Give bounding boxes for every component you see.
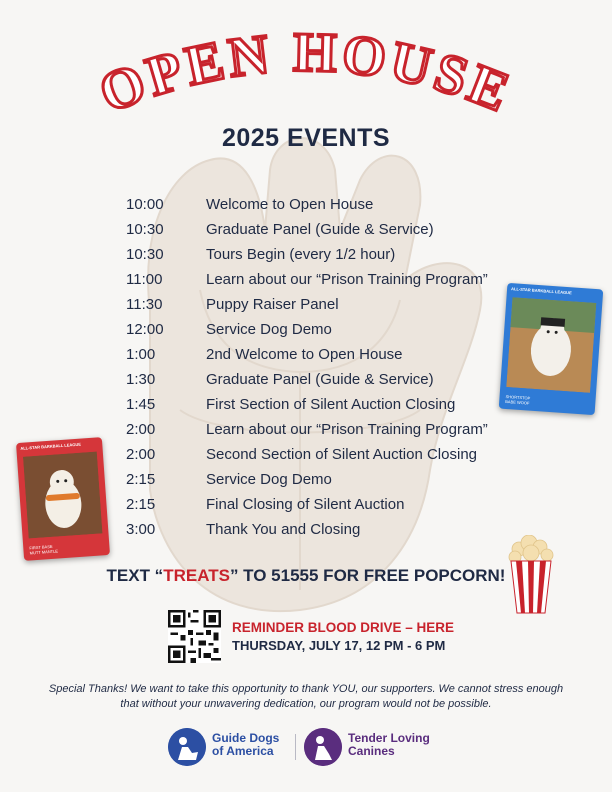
guide-dogs-logo-text bbox=[212, 732, 279, 758]
event-title: Graduate Panel (Guide & Service) bbox=[206, 221, 434, 238]
schedule-row bbox=[126, 242, 546, 267]
dog-photo bbox=[506, 297, 596, 393]
guide-dogs-logo-icon bbox=[168, 728, 206, 766]
schedule-row bbox=[126, 217, 546, 242]
popcorn-promo bbox=[0, 566, 612, 586]
event-title: Learn about our “Prison Training Program” bbox=[206, 271, 488, 288]
event-time: 2:15 bbox=[126, 471, 156, 488]
event-time: 12:00 bbox=[126, 321, 164, 338]
logo-divider bbox=[295, 734, 296, 760]
schedule-row bbox=[126, 492, 546, 517]
reminder-date: THURSDAY, JULY 17, 12 PM - 6 PM bbox=[232, 638, 446, 653]
event-time: 3:00 bbox=[126, 521, 156, 538]
schedule-row bbox=[126, 267, 546, 292]
schedule-row bbox=[126, 417, 546, 442]
card-player-name: BABE WOOF bbox=[505, 398, 530, 406]
qr-code[interactable] bbox=[168, 610, 221, 663]
promo-suffix: ” TO 51555 FOR FREE POPCORN! bbox=[229, 566, 506, 585]
schedule-row bbox=[126, 442, 546, 467]
tender-loving-canines-logo-text bbox=[348, 732, 430, 758]
thanks-message: Special Thanks! We want to take this opportunity to thank YOU, our supporters. We cannot stress enough that without your unwavering dedication, our program would not be possible. bbox=[48, 683, 564, 710]
event-time: 2:00 bbox=[126, 446, 156, 463]
event-title: Second Section of Silent Auction Closing bbox=[206, 446, 478, 463]
event-time: 10:30 bbox=[126, 221, 164, 238]
tlc-line-1: Tender Loving bbox=[348, 731, 430, 745]
event-time: 10:30 bbox=[126, 246, 164, 263]
trading-card-babe-woof bbox=[499, 283, 604, 415]
schedule-row bbox=[126, 467, 546, 492]
tender-loving-canines-logo-icon bbox=[304, 728, 342, 766]
card-position: FIRST BASE bbox=[29, 543, 53, 551]
event-title: Graduate Panel (Guide & Service) bbox=[206, 371, 434, 388]
card-player-name: MUTT MANTLE bbox=[29, 548, 59, 556]
event-title: Service Dog Demo bbox=[206, 321, 332, 338]
event-time: 11:00 bbox=[126, 271, 163, 288]
svg-text:OPEN HOUSE bbox=[91, 22, 520, 126]
title-text: OPEN HOUSE bbox=[91, 21, 521, 126]
schedule-row bbox=[126, 367, 546, 392]
promo-keyword: TREATS bbox=[163, 566, 230, 585]
schedule-row bbox=[126, 192, 546, 217]
event-time: 1:30 bbox=[126, 371, 156, 388]
event-title: 2nd Welcome to Open House bbox=[206, 346, 403, 363]
promo-prefix: TEXT “ bbox=[106, 566, 164, 585]
events-heading: 2025 EVENTS bbox=[221, 124, 391, 152]
event-time: 1:00 bbox=[126, 346, 156, 363]
open-house-title bbox=[0, 20, 612, 140]
event-title: Puppy Raiser Panel bbox=[206, 296, 339, 313]
event-title: Service Dog Demo bbox=[206, 471, 332, 488]
event-title: Thank You and Closing bbox=[206, 521, 361, 538]
schedule-row bbox=[126, 317, 546, 342]
event-time: 2:15 bbox=[126, 496, 156, 513]
sponsor-logos bbox=[168, 728, 458, 770]
blood-drive-reminder bbox=[232, 620, 454, 653]
card-league: ALL-STAR BARKBALL LEAGUE bbox=[510, 286, 572, 296]
card-league: ALL-STAR BARKBALL LEAGUE bbox=[20, 441, 82, 451]
card-position: SHORTSTOP bbox=[505, 393, 531, 401]
schedule-row bbox=[126, 392, 546, 417]
event-time: 1:45 bbox=[126, 396, 156, 413]
event-time: 11:30 bbox=[126, 296, 163, 313]
event-time: 2:00 bbox=[126, 421, 156, 438]
event-title: Tours Begin (every 1/2 hour) bbox=[206, 246, 396, 263]
tlc-line-2: Canines bbox=[348, 744, 395, 758]
event-title: Learn about our “Prison Training Program” bbox=[206, 421, 488, 438]
event-title: Welcome to Open House bbox=[206, 196, 374, 213]
event-title: First Section of Silent Auction Closing bbox=[206, 396, 456, 413]
dog-photo bbox=[23, 452, 103, 539]
event-schedule bbox=[126, 192, 546, 542]
event-time: 10:00 bbox=[126, 196, 164, 213]
gda-line-2: of America bbox=[212, 744, 274, 758]
reminder-headline: REMINDER BLOOD DRIVE – HERE bbox=[232, 620, 455, 635]
schedule-row bbox=[126, 342, 546, 367]
event-title: Final Closing of Silent Auction bbox=[206, 496, 405, 513]
schedule-row bbox=[126, 292, 546, 317]
trading-card-mutt-mantle bbox=[16, 437, 110, 561]
schedule-row bbox=[126, 517, 546, 542]
gda-line-1: Guide Dogs bbox=[212, 731, 280, 745]
